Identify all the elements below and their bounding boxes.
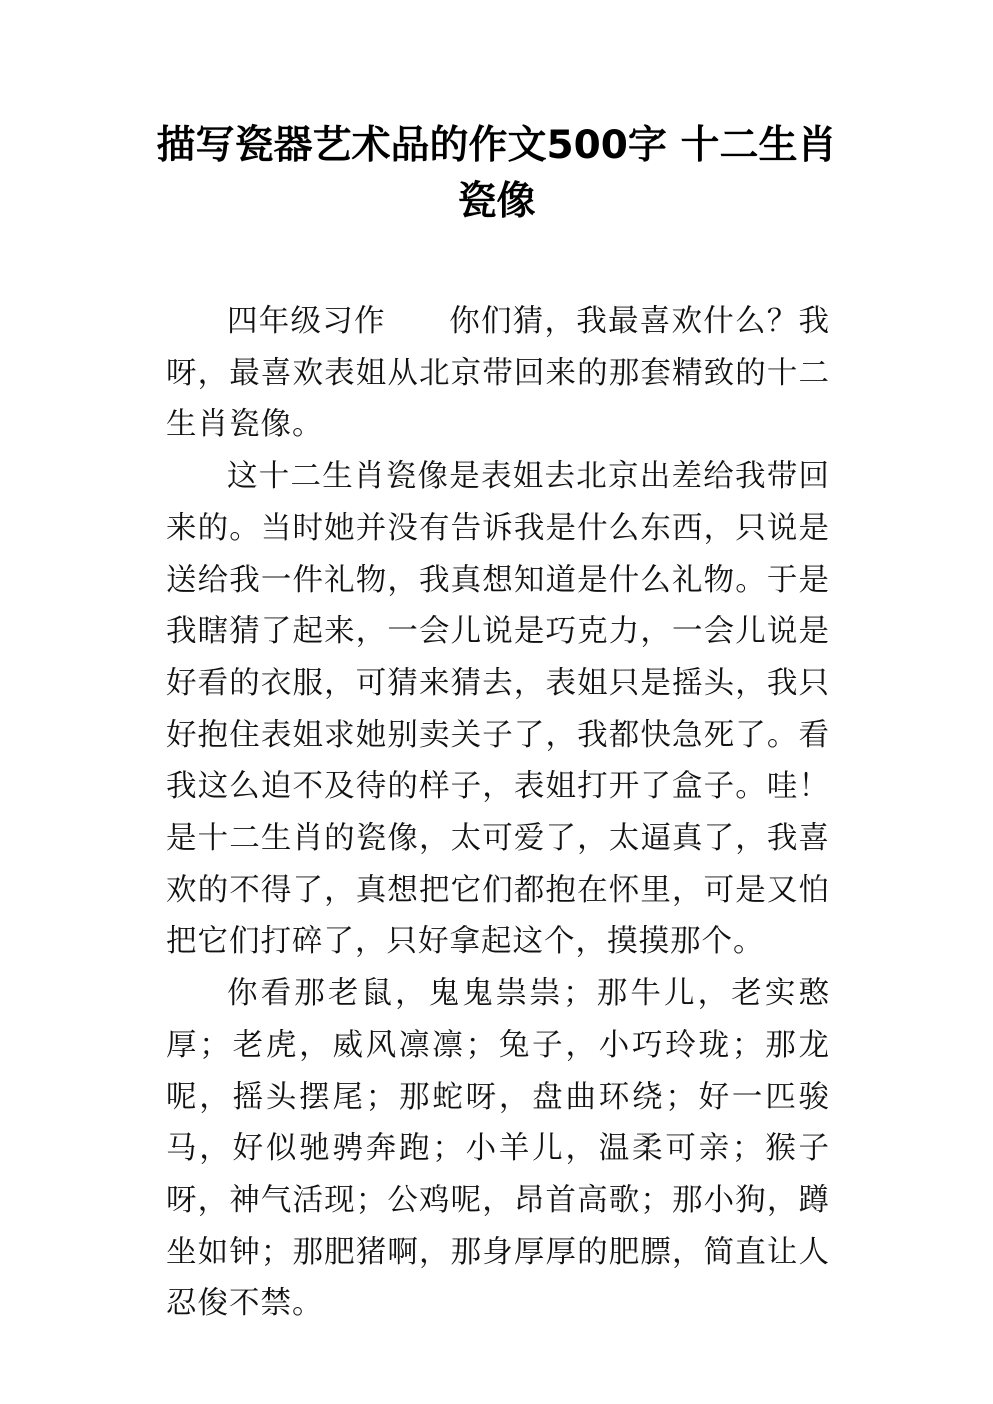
- paragraph-gift-story: 这十二生肖瓷像是表姐去北京出差给我带回来的。当时她并没有告诉我是什么东西，只说是送给我一件礼物，我真想知道是什么礼物。于是我瞎猜了起来，一会儿说是巧克力，一会儿说是好看的衣服，可猜来猜去，表姐只是摇头，我只好抱住表姐求她别卖关子了，我都快急死了。看我这么迫不及待的样子，表姐打开了盒子。哇！是十二生肖的瓷像，太可爱了，太逼真了，我喜欢的不得了，真想把它们都抱在怀里，可是又怕把它们打碎了，只好拿起这个，摸摸那个。: [166, 459, 830, 960]
- document-title: 描写瓷器艺术品的作文500字 十二生肖瓷像: [156, 123, 837, 224]
- paragraph-zodiac-description: 你看那老鼠，鬼鬼祟祟；那牛儿，老实憨厚；老虎，威风凛凛；兔子，小巧玲珑；那龙呢，摇头摆尾；那蛇呀，盘曲环绕；好一匹骏马，好似驰骋奔跑；小羊儿，温柔可亲；猴子呀，神气活现；公鸡呢，昂首高歌；那小狗，蹲坐如钟；那肥猪啊，那身厚厚的肥膘，简直让人忍俊不禁。: [166, 976, 830, 1322]
- paragraph-intro: 四年级习作 你们猜，我最喜欢什么？我呀，最喜欢表姐从北京带回来的那套精致的十二生肖瓷像。: [166, 304, 830, 443]
- document-body: [166, 296, 830, 1330]
